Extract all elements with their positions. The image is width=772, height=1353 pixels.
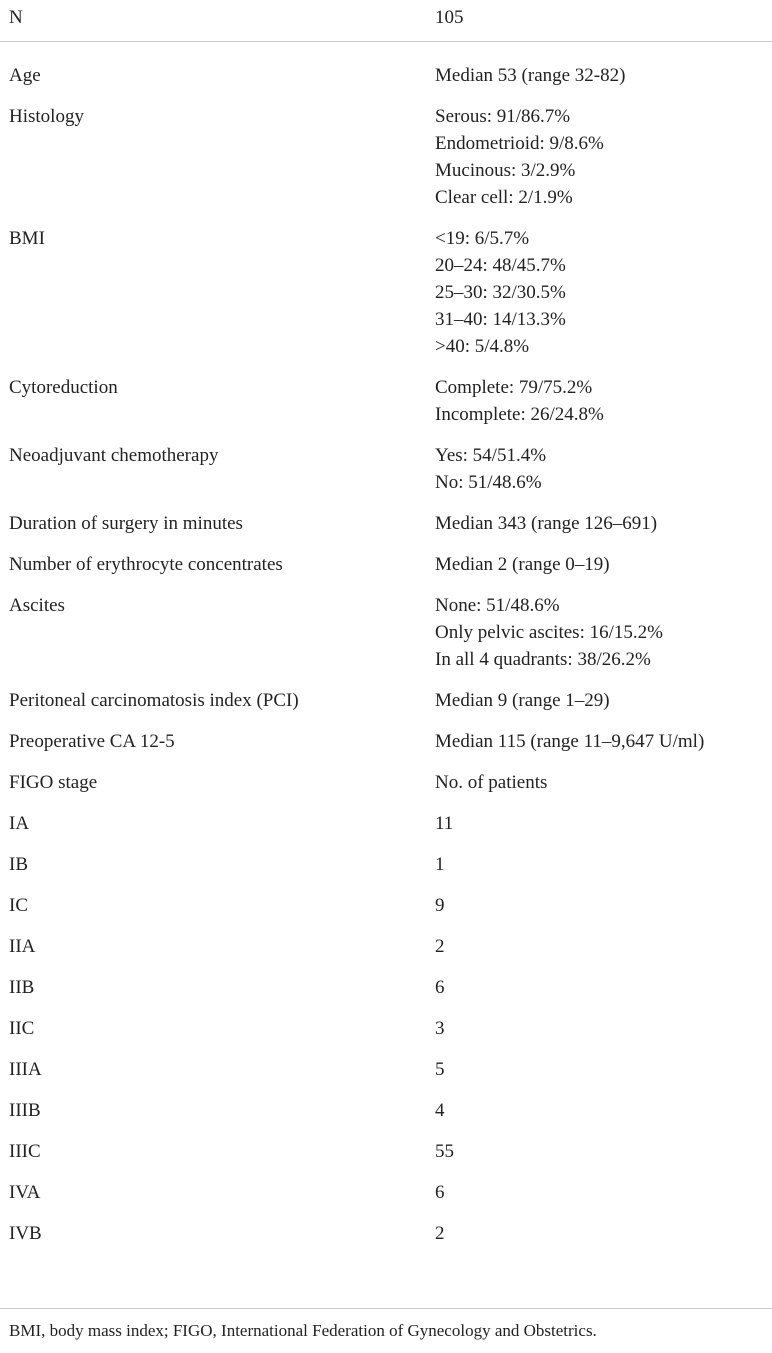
row-label: BMI [9,228,45,249]
row-value-line: Median 53 (range 32-82) [435,65,626,86]
row-values [435,810,772,837]
table-row [0,933,772,974]
row-label: FIGO stage [9,772,98,793]
row-label: Preoperative CA 12-5 [9,731,175,752]
row-values [435,225,772,360]
row-value-line: No. of patients [435,772,548,793]
row-label: IIIC [9,1141,41,1162]
row-values [435,442,772,496]
row-values [435,892,772,919]
row-value-line: No: 51/48.6% [435,472,542,493]
row-label: IC [9,895,28,916]
row-value-line: Median 115 (range 11–9,647 U/ml) [435,731,705,752]
row-label: Age [9,65,41,86]
table-row [0,442,772,510]
row-value-line: 6 [435,1182,445,1203]
row-value-line: Only pelvic ascites: 16/15.2% [435,622,663,643]
row-value-line: 5 [435,1059,445,1080]
table-row [0,687,772,728]
table-row [0,892,772,933]
table-footnote: BMI, body mass index; FIGO, International Federation of Gynecology and Obstetrics. [9,1321,597,1340]
table-row [0,103,772,225]
row-value-line: 31–40: 14/13.3% [435,309,566,330]
row-label: Peritoneal carcinomatosis index (PCI) [9,690,299,711]
table-row [0,1097,772,1138]
row-label: IIIA [9,1059,42,1080]
table-row [0,592,772,687]
row-value-line: Complete: 79/75.2% [435,377,593,398]
row-label: Number of erythrocyte concentrates [9,554,283,575]
row-value-line: Median 2 (range 0–19) [435,554,610,575]
row-value-line: Yes: 54/51.4% [435,445,547,466]
row-value-line: 25–30: 32/30.5% [435,282,566,303]
row-label: IB [9,854,28,875]
row-values [435,103,772,211]
row-label: Duration of surgery in minutes [9,513,243,534]
row-value-line: Median 9 (range 1–29) [435,690,610,711]
table-row [0,1179,772,1220]
table-row [0,62,772,103]
row-value-line: 3 [435,1018,445,1039]
table-row [0,1220,772,1261]
table-header-row [0,4,772,36]
row-label: Histology [9,106,84,127]
row-label: IIIB [9,1100,41,1121]
row-values [435,1179,772,1206]
row-value-line: <19: 6/5.7% [435,228,530,249]
table-row [0,1138,772,1179]
row-value-line: 2 [435,936,445,957]
row-label: IA [9,813,30,834]
row-values [435,933,772,960]
footer-rule [0,1308,772,1309]
row-values [435,728,772,755]
row-values [435,851,772,878]
row-value-line: Serous: 91/86.7% [435,106,571,127]
row-values [435,1056,772,1083]
row-values [435,1097,772,1124]
row-value-line: 9 [435,895,445,916]
row-value-line: Mucinous: 3/2.9% [435,160,576,181]
row-values [435,687,772,714]
row-values [435,592,772,673]
row-values [435,1138,772,1165]
row-label: Neoadjuvant chemotherapy [9,445,219,466]
row-value-line: 6 [435,977,445,998]
row-value-line: Median 343 (range 126–691) [435,513,658,534]
row-label: IIA [9,936,36,957]
table-row [0,974,772,1015]
row-value-line: >40: 5/4.8% [435,336,530,357]
table-row [0,1015,772,1056]
table-row [0,225,772,374]
row-values [435,974,772,1001]
table-row [0,1056,772,1097]
table-row [0,769,772,810]
row-label: IVA [9,1182,41,1203]
row-values [435,374,772,428]
row-values [435,62,772,89]
row-label: IIC [9,1018,35,1039]
row-value-line: Incomplete: 26/24.8% [435,404,604,425]
row-label: Cytoreduction [9,377,118,398]
row-values [435,510,772,537]
row-label: IIB [9,977,35,998]
row-value-line: 20–24: 48/45.7% [435,255,566,276]
table-body [0,62,772,1261]
row-value-line: 4 [435,1100,445,1121]
row-value-line: 55 [435,1141,454,1162]
row-value-line: None: 51/48.6% [435,595,560,616]
header-rule [0,41,772,42]
row-value-line: In all 4 quadrants: 38/26.2% [435,649,651,670]
row-value-line: Clear cell: 2/1.9% [435,187,573,208]
row-value-line: 11 [435,813,454,834]
table-row [0,728,772,769]
row-label: Ascites [9,595,65,616]
row-values [435,769,772,796]
row-values [435,551,772,578]
row-value-line: 2 [435,1223,445,1244]
table-row [0,851,772,892]
row-values [435,1015,772,1042]
header-value: 105 [435,7,464,28]
header-label: N [9,7,23,28]
row-value-line: Endometrioid: 9/8.6% [435,133,604,154]
table-row [0,510,772,551]
table-row [0,551,772,592]
row-value-line: 1 [435,854,445,875]
table-row [0,374,772,442]
row-label: IVB [9,1223,42,1244]
row-values [435,1220,772,1247]
table-row [0,810,772,851]
